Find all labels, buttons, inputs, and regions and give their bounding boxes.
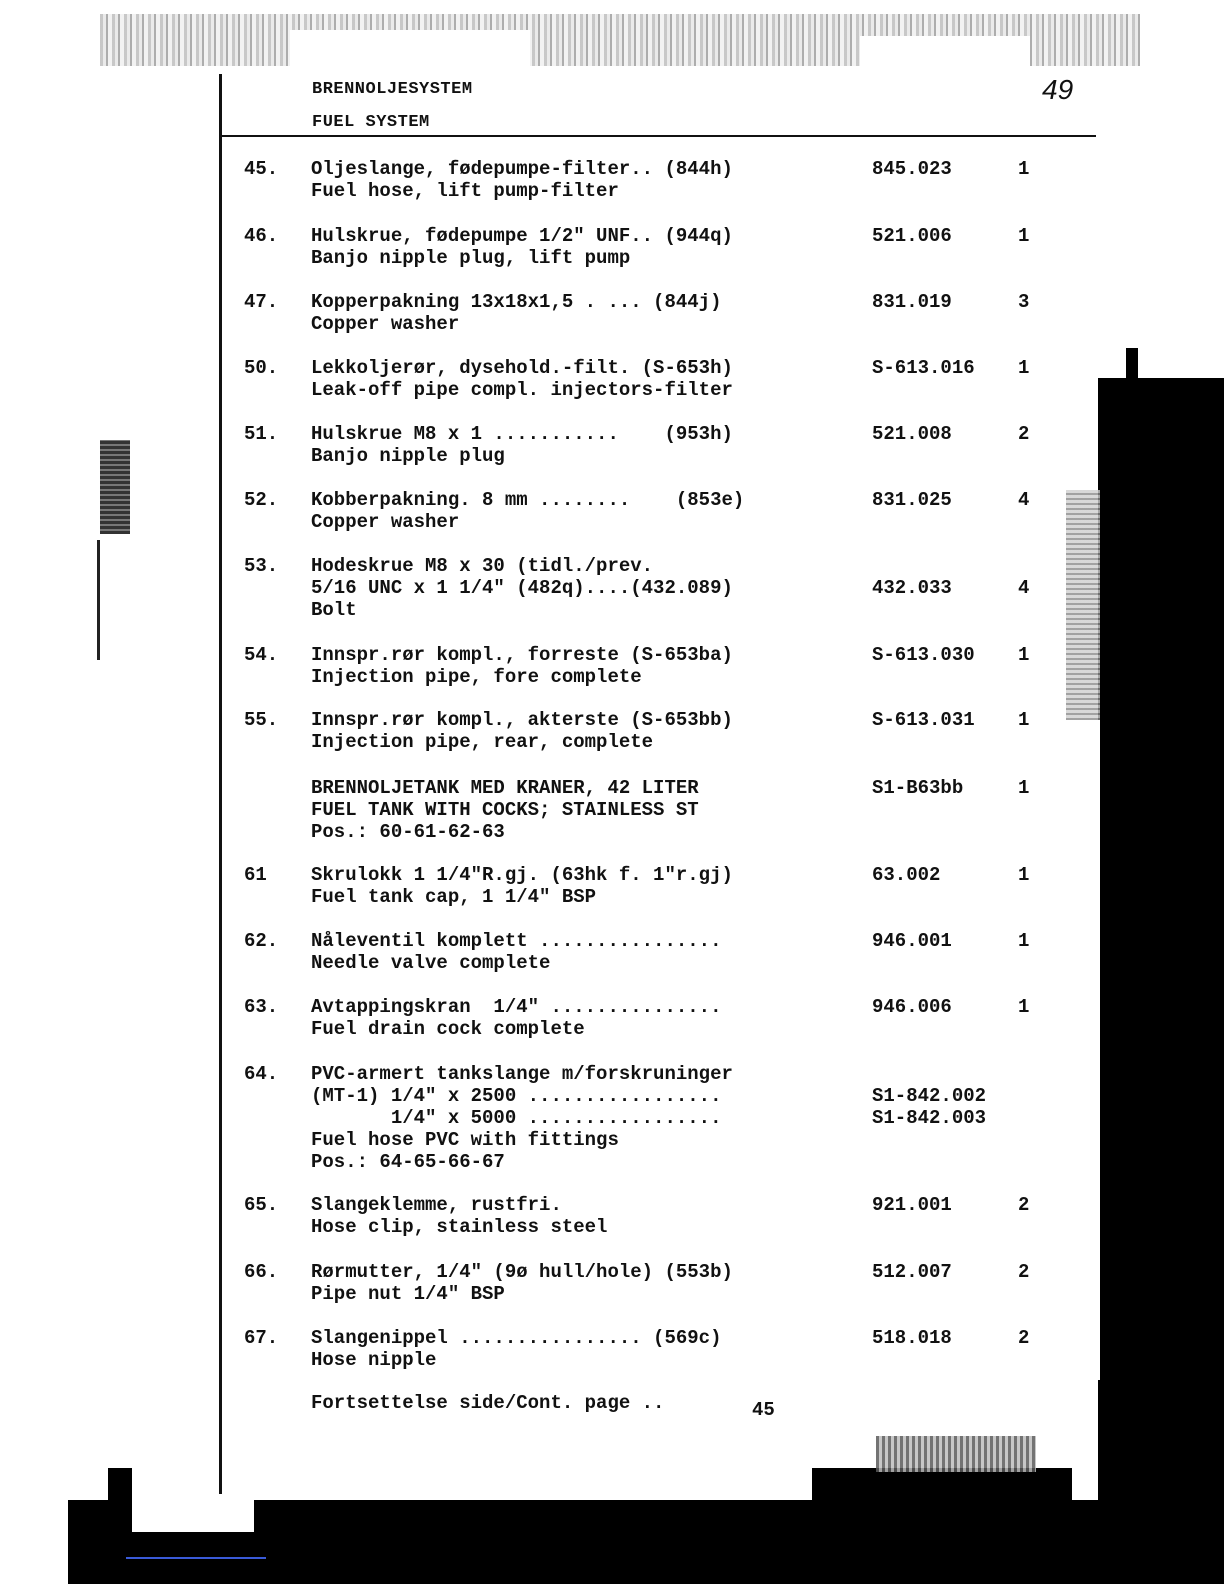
continuation-note: Fortsettelse side/Cont. page .. [311,1392,665,1414]
description-line: Slangenippel ................ (569c) [311,1327,722,1349]
quantity: 2 [1018,1194,1030,1216]
item-number: 66. [244,1261,279,1283]
item-number: 45. [244,158,279,180]
description-line: Hulskrue M8 x 1 ........... (953h) [311,423,733,445]
description-line: (MT-1) 1/4" x 2500 ................. [311,1085,722,1107]
quantity: 2 [1018,1261,1030,1283]
part-number: 921.001 [872,1194,952,1216]
item-description [311,777,699,843]
quantity: 1 [1018,709,1030,731]
scan-gap [290,30,530,70]
description-line: Rørmutter, 1/4" (9ø hull/hole) (553b) [311,1261,733,1283]
part-number: 521.008 [872,423,952,445]
description-line: PVC-armert tankslange m/forskruninger [311,1063,733,1085]
item-description [311,644,733,688]
description-line: Copper washer [311,313,460,335]
description-line: Nåleventil komplett ................ [311,930,722,952]
quantity: 2 [1018,1327,1030,1349]
item-number: 51. [244,423,279,445]
part-number: 831.025 [872,489,952,511]
item-description [311,864,733,908]
item-description [311,930,721,974]
part-number: S-613.016 [872,357,975,379]
description-line: Injection pipe, fore complete [311,666,642,688]
description-line: Kopperpakning 13x18x1,5 . ... (844j) [311,291,722,313]
item-number: 50. [244,357,279,379]
scan-border-bottom [108,1468,132,1508]
description-line: Innspr.rør kompl., akterste (S-653bb) [311,709,733,731]
quantity: 1 [1018,777,1030,799]
item-number: 54. [244,644,279,666]
scan-gap [860,36,1030,66]
description-line: 5/16 UNC x 1 1/4" (482q)....(432.089) [311,577,733,599]
description-line: Leak-off pipe compl. injectors-filter [311,379,733,401]
scan-border-bottom [812,1468,1072,1508]
part-number: S-613.031 [872,709,975,731]
description-line: Slangeklemme, rustfri. [311,1194,562,1216]
description-line: Hulskrue, fødepumpe 1/2" UNF.. (944q) [311,225,733,247]
description-line: Fuel tank cap, 1 1/4" BSP [311,886,597,908]
scan-noise-left [97,540,100,660]
description-line: Kobberpakning. 8 mm ........ (853e) [311,489,745,511]
item-number: 67. [244,1327,279,1349]
description-line: BRENNOLJETANK MED KRANER, 42 LITER [311,777,699,799]
page-number: 49 [1042,74,1074,105]
item-description [311,555,733,621]
part-number: S1-842.003 [872,1107,987,1129]
header-rule [222,135,1096,137]
item-description [311,291,721,335]
description-line: Lekkoljerør, dysehold.-filt. (S-653h) [311,357,733,379]
description-line: Banjo nipple plug, lift pump [311,247,631,269]
margin-rule [219,74,222,1494]
scan-noise-bottom [876,1436,1036,1472]
page-margin [132,1480,254,1532]
part-number: 946.001 [872,930,952,952]
item-number: 53. [244,555,279,577]
part-number: 946.006 [872,996,952,1018]
quantity: 4 [1018,577,1030,599]
page-title: BRENNOLJESYSTEM [312,80,473,99]
quantity: 1 [1018,158,1030,180]
description-line: Innspr.rør kompl., forreste (S-653ba) [311,644,733,666]
item-number: 63. [244,996,279,1018]
page-subtitle: FUEL SYSTEM [312,113,430,132]
description-line: Hose nipple [311,1349,437,1371]
part-number: S1-B63bb [872,777,964,799]
description-line: Skrulokk 1 1/4"R.gj. (63hk f. 1"r.gj) [311,864,733,886]
item-number: 61 [244,864,267,886]
scan-artifact-line [126,1557,266,1559]
item-number: 52. [244,489,279,511]
scan-border-right [1098,378,1224,1584]
description-line: Fuel hose PVC with fittings [311,1129,619,1151]
part-number: 432.033 [872,577,952,599]
description-line: Copper washer [311,511,460,533]
description-line: Bolt [311,599,357,621]
item-description [311,489,744,533]
description-line: Oljeslange, fødepumpe-filter.. (844h) [311,158,733,180]
quantity: 1 [1018,644,1030,666]
quantity: 1 [1018,357,1030,379]
item-description [311,357,733,401]
part-number: S-613.030 [872,644,975,666]
description-line: Avtappingskran 1/4" ............... [311,996,722,1018]
part-number: 518.018 [872,1327,952,1349]
description-line: Hose clip, stainless steel [311,1216,608,1238]
item-number: 46. [244,225,279,247]
item-number: 64. [244,1063,279,1085]
item-description [311,158,733,202]
item-number: 62. [244,930,279,952]
description-line: Hodeskrue M8 x 30 (tidl./prev. [311,555,654,577]
quantity: 1 [1018,930,1030,952]
quantity: 2 [1018,423,1030,445]
item-description [311,1261,733,1305]
scan-noise-right [1066,490,1100,720]
item-description [311,423,733,467]
item-number: 47. [244,291,279,313]
description-line: Pos.: 64-65-66-67 [311,1151,505,1173]
quantity: 4 [1018,489,1030,511]
description-line: Injection pipe, rear, complete [311,731,654,753]
quantity: 1 [1018,864,1030,886]
part-number: 845.023 [872,158,952,180]
description-line: Pipe nut 1/4" BSP [311,1283,505,1305]
description-line: Pos.: 60-61-62-63 [311,821,505,843]
item-description [311,225,733,269]
description-line: Fuel drain cock complete [311,1018,585,1040]
continuation-page: 45 [752,1399,775,1421]
description-line: Fuel hose, lift pump-filter [311,180,619,202]
item-number: 55. [244,709,279,731]
item-description [311,996,721,1040]
quantity: 3 [1018,291,1030,313]
part-number: 831.019 [872,291,952,313]
description-line: Banjo nipple plug [311,445,505,467]
quantity: 1 [1018,225,1030,247]
part-number: S1-842.002 [872,1085,987,1107]
part-number: 521.006 [872,225,952,247]
description-line: FUEL TANK WITH COCKS; STAINLESS ST [311,799,699,821]
scan-border-right [1126,348,1138,382]
page-margin [1036,720,1100,1380]
item-description [311,1063,733,1173]
description-line: Needle valve complete [311,952,551,974]
item-number: 65. [244,1194,279,1216]
part-number: 63.002 [872,864,941,886]
item-description [311,1327,721,1371]
quantity: 1 [1018,996,1030,1018]
scan-noise-left [100,440,130,534]
description-line: 1/4" x 5000 ................. [311,1107,722,1129]
part-number: 512.007 [872,1261,952,1283]
item-description [311,709,733,753]
item-description [311,1194,607,1238]
